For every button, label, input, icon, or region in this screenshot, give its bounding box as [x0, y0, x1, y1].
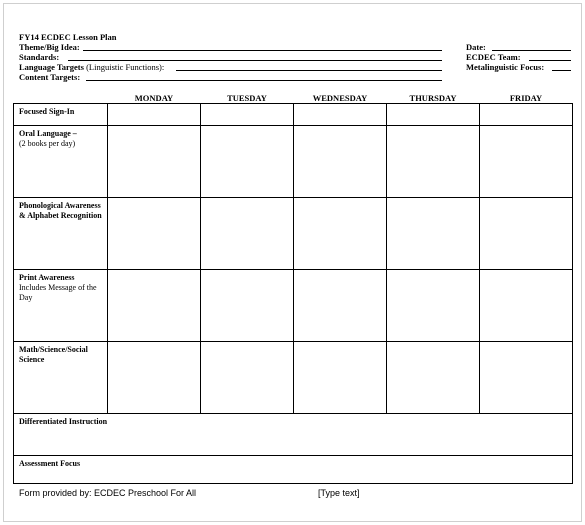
table-row	[14, 342, 573, 414]
standards-label: Standards:	[19, 52, 60, 62]
cell-focused-thursday[interactable]	[387, 104, 480, 126]
cell-phono-thursday[interactable]	[387, 198, 480, 270]
differentiated-instruction-cell[interactable]	[14, 414, 573, 456]
table-row	[14, 104, 573, 126]
cell-oral-thursday[interactable]	[387, 126, 480, 198]
cell-oral-wednesday[interactable]	[294, 126, 387, 198]
row-label-focused-sign-in	[14, 104, 108, 126]
content-line[interactable]	[86, 80, 442, 81]
cell-focused-friday[interactable]	[480, 104, 573, 126]
cell-phono-wednesday[interactable]	[294, 198, 387, 270]
day-header-tuesday: TUESDAY	[227, 93, 267, 103]
table-row	[14, 198, 573, 270]
row-title: Phonological Awareness & Alphabet Recognition	[19, 201, 102, 220]
row-title: Oral Language –	[19, 129, 77, 138]
cell-math-thursday[interactable]	[387, 342, 480, 414]
table-row	[14, 414, 573, 456]
row-title: Differentiated Instruction	[19, 417, 108, 426]
day-header-thursday: THURSDAY	[409, 93, 457, 103]
cell-phono-friday[interactable]	[480, 198, 573, 270]
cell-focused-wednesday[interactable]	[294, 104, 387, 126]
cell-math-tuesday[interactable]	[201, 342, 294, 414]
cell-print-thursday[interactable]	[387, 270, 480, 342]
table-row	[14, 456, 573, 484]
cell-oral-friday[interactable]	[480, 126, 573, 198]
cell-print-wednesday[interactable]	[294, 270, 387, 342]
day-header-row	[14, 92, 573, 104]
standards-line[interactable]	[68, 60, 442, 61]
theme-label: Theme/Big Idea:	[19, 42, 80, 52]
metaling-line[interactable]	[552, 70, 571, 71]
language-label-note: (Linguistic Functions):	[83, 62, 165, 72]
assessment-focus-cell[interactable]	[14, 456, 573, 484]
theme-line[interactable]	[83, 50, 442, 51]
cell-oral-monday[interactable]	[108, 126, 201, 198]
cell-phono-monday[interactable]	[108, 198, 201, 270]
row-title: Print Awareness	[19, 273, 75, 282]
cell-focused-tuesday[interactable]	[201, 104, 294, 126]
cell-math-monday[interactable]	[108, 342, 201, 414]
language-label-bold: Language Targets	[19, 62, 84, 72]
language-line[interactable]	[176, 70, 442, 71]
cell-math-friday[interactable]	[480, 342, 573, 414]
row-note: (2 books per day)	[19, 139, 76, 148]
form-title: FY14 ECDEC Lesson Plan	[19, 32, 117, 42]
cell-print-monday[interactable]	[108, 270, 201, 342]
cell-math-wednesday[interactable]	[294, 342, 387, 414]
table-row	[14, 270, 573, 342]
day-header-friday: FRIDAY	[509, 93, 543, 103]
content-label: Content Targets:	[19, 72, 81, 82]
footer-type-text[interactable]: [Type text]	[318, 488, 360, 498]
row-label-math-science	[14, 342, 108, 414]
day-header-monday: MONDAY	[134, 93, 174, 103]
date-line[interactable]	[492, 50, 571, 51]
row-note: Includes Message of the Day	[19, 283, 97, 302]
footer-provided: Form provided by: ECDEC Preschool For All	[19, 488, 197, 498]
lesson-plan-table	[13, 92, 573, 484]
row-title: Focused Sign-In	[19, 107, 75, 116]
cell-print-tuesday[interactable]	[201, 270, 294, 342]
row-title: Math/Science/Social Science	[19, 345, 88, 364]
cell-oral-tuesday[interactable]	[201, 126, 294, 198]
team-label: ECDEC Team:	[466, 52, 521, 62]
cell-focused-monday[interactable]	[108, 104, 201, 126]
cell-print-friday[interactable]	[480, 270, 573, 342]
row-label-oral-language	[14, 126, 108, 198]
corner-cell	[14, 92, 108, 104]
date-label: Date:	[466, 42, 486, 52]
row-label-print-awareness	[14, 270, 108, 342]
team-line[interactable]	[529, 60, 571, 61]
cell-phono-tuesday[interactable]	[201, 198, 294, 270]
language-label	[19, 62, 164, 72]
table-row	[14, 126, 573, 198]
row-title: Assessment Focus	[19, 459, 81, 468]
metaling-label: Metalinguistic Focus:	[466, 62, 545, 72]
day-header-wednesday: WEDNESDAY	[312, 93, 368, 103]
row-label-phonological	[14, 198, 108, 270]
